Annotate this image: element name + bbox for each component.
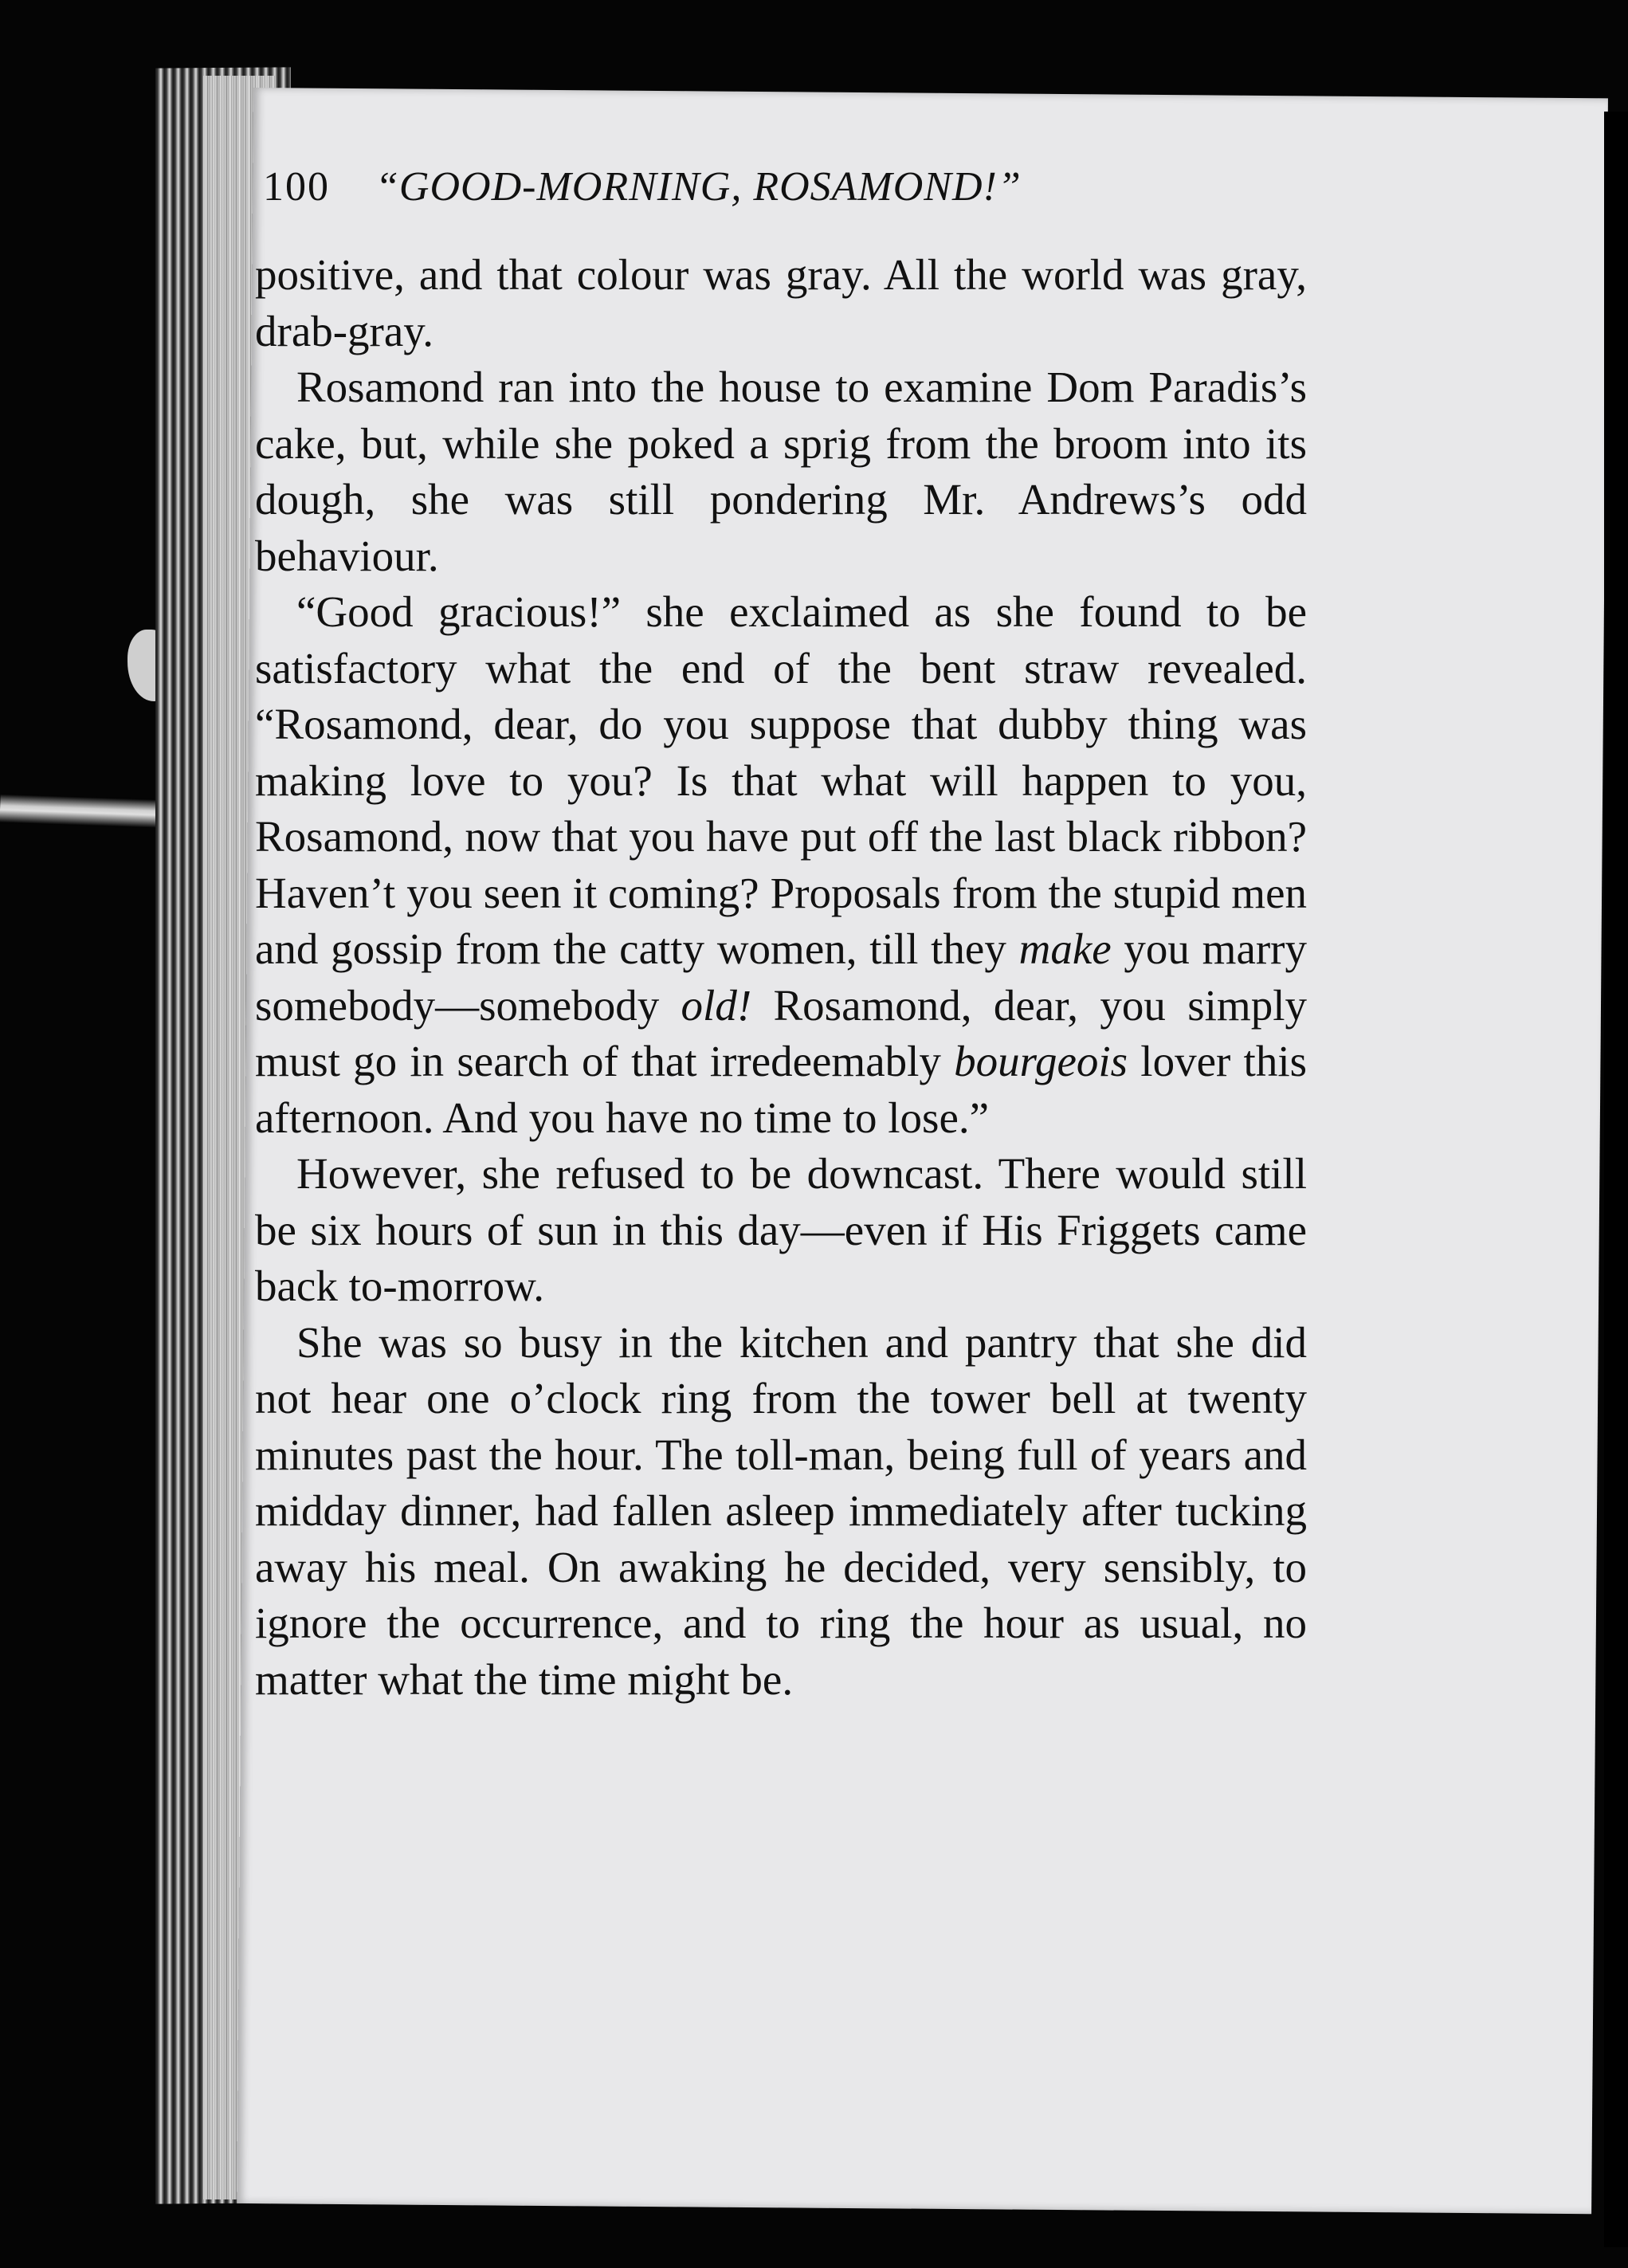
text-run: you marry somebody—somebody	[255, 924, 1307, 1030]
text-run: However, she refused to be downcast. There would still be six hours of sun in this day—even if His Friggets came back to-morrow.	[255, 1149, 1307, 1310]
paragraph	[255, 359, 1307, 584]
running-header	[263, 163, 1022, 210]
text-run: She was so busy in the kitchen and pantry that she did not hear one o’clock ring from the tower bell at twenty minutes past the hour. The toll-man, being full of years and midday dinner, had fallen asleep immediately after tucking away his meal. On awaking he decided, very sensibly, to ignore the occurrence, and to ring the hour as usual, no matter what the time might be.	[255, 1317, 1307, 1704]
italic-text: bourgeois	[954, 1037, 1128, 1085]
paragraph	[255, 584, 1307, 1146]
book-spine-shadow	[1604, 112, 1628, 2247]
paragraph	[255, 1315, 1307, 1709]
scan-artifact-stripe	[0, 794, 172, 828]
italic-text: make	[1018, 924, 1112, 973]
text-run: Rosamond, dear, you simply must go in search of that irredeemably	[255, 980, 1307, 1085]
text-run: Rosamond ran into the house to examine Dom Paradis’s cake, but, while she poked a sprig from the broom into its dough, she was still pondering Mr. Andrews’s odd behaviour.	[255, 363, 1307, 580]
italic-text: old!	[681, 980, 752, 1030]
running-title: “GOOD-MORNING, ROSAMOND!”	[375, 164, 1022, 210]
page-number: 100	[263, 164, 330, 210]
body-text	[255, 247, 1307, 1708]
paragraph	[255, 247, 1307, 359]
paragraph	[255, 1146, 1307, 1315]
text-run: lover this afternoon. And you have no time to lose.”	[255, 1037, 1307, 1142]
text-run: “Good gracious!” she exclaimed as she found to be satisfactory what the end of the bent straw revealed. “Rosamond, dear, do you suppose that dubby thing was making love to you? Is that what will happen to you, Rosamond, now that you have put off the last black ribbon? Haven’t you seen it coming? Proposals from the stupid men and gossip from the catty women, till they	[255, 587, 1307, 973]
text-run: positive, and that colour was gray. All the world was gray, drab-gray.	[255, 250, 1307, 355]
